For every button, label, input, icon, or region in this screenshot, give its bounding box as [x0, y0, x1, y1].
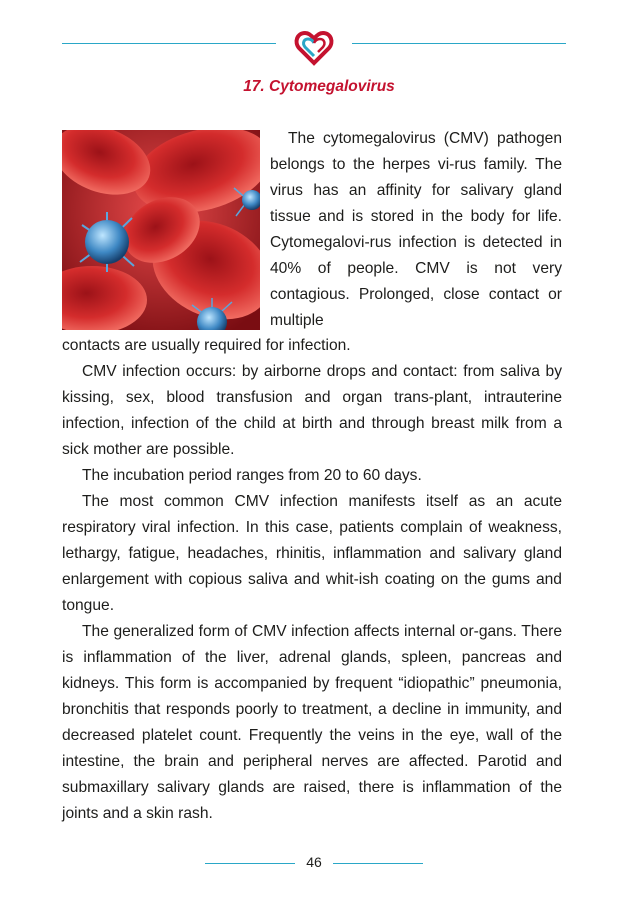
- paragraph-symptoms: The most common CMV infection manifests itself as an acute respiratory viral infection. In this case, patients complain of weakness, lethargy, fatigue, headaches, rhinitis, inflammation and salivary gland enlargement with copious saliva and whit-ish coating on the gums and tongue.: [62, 493, 562, 614]
- page-number: 46: [306, 854, 322, 870]
- footer-rule-right: [333, 863, 423, 864]
- page-header: [0, 30, 638, 66]
- header-rule-right: [352, 43, 566, 44]
- paragraph-transmission: CMV infection occurs: by airborne drops and contact: from saliva by kissing, sex, blood transfusion and organ trans-plant, intrauterine infection, infection of the child at birth and through breast milk from a sick mother are possible.: [62, 363, 562, 458]
- page-footer: [0, 852, 638, 874]
- intro-paragraph: The cytomegalovirus (CMV) pathogen belongs to the herpes vi-rus family. The virus has an affinity for salivary gland tissue and is stored in the body for life. Cytomegalovi-rus infection is detected in 40% of people. CMV is not very contagious. Prolonged, close contact or multiple: [270, 130, 562, 329]
- heart-logo-icon: [294, 30, 334, 66]
- body-text: [62, 333, 562, 827]
- paragraph-incubation: The incubation period ranges from 20 to 60 days.: [82, 467, 422, 484]
- paragraph-generalized-form: The generalized form of CMV infection affects internal or-gans. There is inflammation of the liver, adrenal glands, spleen, pancreas and kidneys. This form is accompanied by frequent “idiopathic” pneumonia, bronchitis that responds poorly to treatment, a decline in immunity, and decreased platelet count. Frequently the veins in the eye, wall of the intestine, the brain and peripheral nerves are affected. Parotid and submaxillary salivary glands are raised, there is inflammation of the joints and a skin rash.: [62, 623, 562, 822]
- paragraph-continuation: contacts are usually required for infection.: [62, 337, 351, 354]
- header-rule-left: [62, 43, 276, 44]
- section-title: 17. Cytomegalovirus: [243, 78, 395, 95]
- footer-rule-left: [205, 863, 295, 864]
- virus-blood-cells-image: [62, 130, 260, 330]
